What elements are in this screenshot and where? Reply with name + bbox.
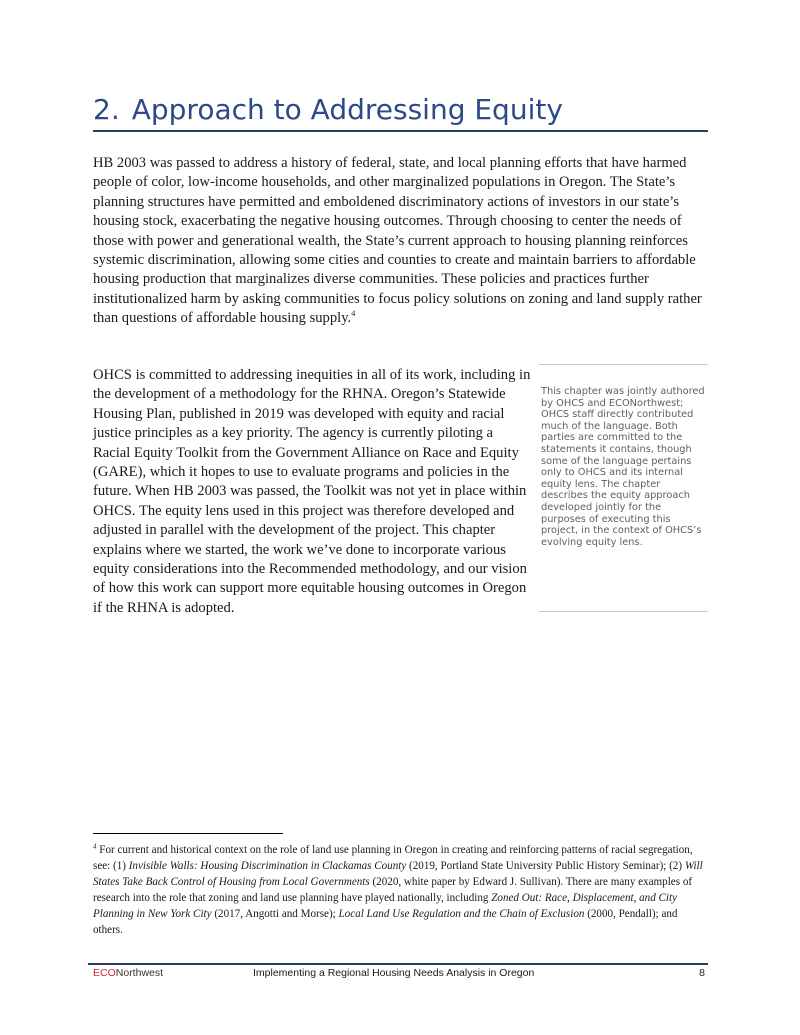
body-paragraph-1 (93, 154, 705, 329)
brand-eco: ECO (93, 967, 116, 979)
footnote-marker: 4 (93, 842, 97, 851)
footnote-ref-2-detail: (2020, white paper by Edward J. Sullivan). There are many examples of research into the role that zoning and land use planning have played nationally, including (93, 876, 693, 905)
footnote-ref-3-title: Zoned Out: Race, Displacement, and City Planning in New York City (93, 892, 678, 921)
footnote (93, 842, 706, 939)
brand-northwest: Northwest (115, 967, 164, 979)
footnote-ref-4-detail: (2000, Pendall); and others. (93, 908, 678, 937)
footer-brand (93, 966, 163, 980)
paragraph-1-text: HB 2003 was passed to address a history of federal, state, and local planning efforts that have harmed people of color, low-income households, and other marginalized populations in Oregon. The State’s planning structures have permitted and emboldened discriminatory actions of investors in our state’s housing stock, exacerbating the negative housing outcomes. Through choosing to center the needs of those with power and generational wealth, the State’s current approach to housing planning reinforces systemic discrimination, allowing some cities and counties to create and maintain barriers to affordable housing production that marginalizes diverse communities. These policies and practices further institutionalized harm by asking communities to focus policy solutions on zoning and land supply rather than questions of affordable housing supply. (93, 155, 702, 327)
page-footer (93, 966, 705, 980)
footnote-ref-4-title: Local Land Use Regulation and the Chain of Exclusion (338, 908, 585, 921)
section-number: 2. (93, 93, 120, 126)
page-number: 8 (699, 967, 705, 979)
footnote-ref-2-title: Will States Take Back Control of Housing from Local Governments (93, 860, 703, 889)
body-paragraph-2: OHCS is committed to addressing inequities in all of its work, including in the development of a methodology for the RHNA. Oregon’s Statewide Housing Plan, published in 2019 was developed with equity and racial justice principles as a key priority. The agency is currently piloting a Racial Equity Toolkit from the Government Alliance on Race and Equity (GARE), which it hopes to use to evaluate programs and policies in the future. When HB 2003 was passed, the Toolkit was not yet in place within OHCS. The equity lens used in this project was therefore developed and adjusted in parallel with the development of the project. This chapter explains where we started, the work we’ve done to incorporate various equity considerations into the Recommended methodology, and our vision of how this work can support more equitable housing outcomes in Oregon if the RHNA is adopted. (93, 367, 531, 616)
footer-document-title: Implementing a Regional Housing Needs Analysis in Oregon (253, 967, 535, 979)
footnote-ref-1-title: Invisible Walls: Housing Discrimination in Clackamas County (128, 860, 407, 873)
sidebar-text: This chapter was jointly authored by OHCS and ECONorthwest; OHCS staff directly contributed much of the language. Both parties are committed to the statements it contains, though some of the language pertains only to OHCS and its internal equity lens. The chapter describes the equity approach developed jointly for the purposes of executing this project, in the context of OHCS’s evolving equity lens. (541, 386, 705, 548)
footnote-divider (93, 833, 283, 834)
section-heading (93, 92, 708, 132)
footnote-ref-1-detail: (2019, Portland State University Public History Seminar); (2) (406, 860, 685, 873)
footnote-reference[interactable]: 4 (351, 309, 356, 319)
footnote-intro: For current and historical context on the role of land use planning in Oregon in creating and reinforcing patterns of racial segregation, see: (1) (93, 844, 693, 873)
footnote-ref-3-detail: (2017, Angotti and Morse); (211, 908, 339, 921)
section-title: Approach to Addressing Equity (131, 93, 563, 126)
footer-divider (88, 963, 708, 965)
sidebar-callout (539, 364, 708, 612)
